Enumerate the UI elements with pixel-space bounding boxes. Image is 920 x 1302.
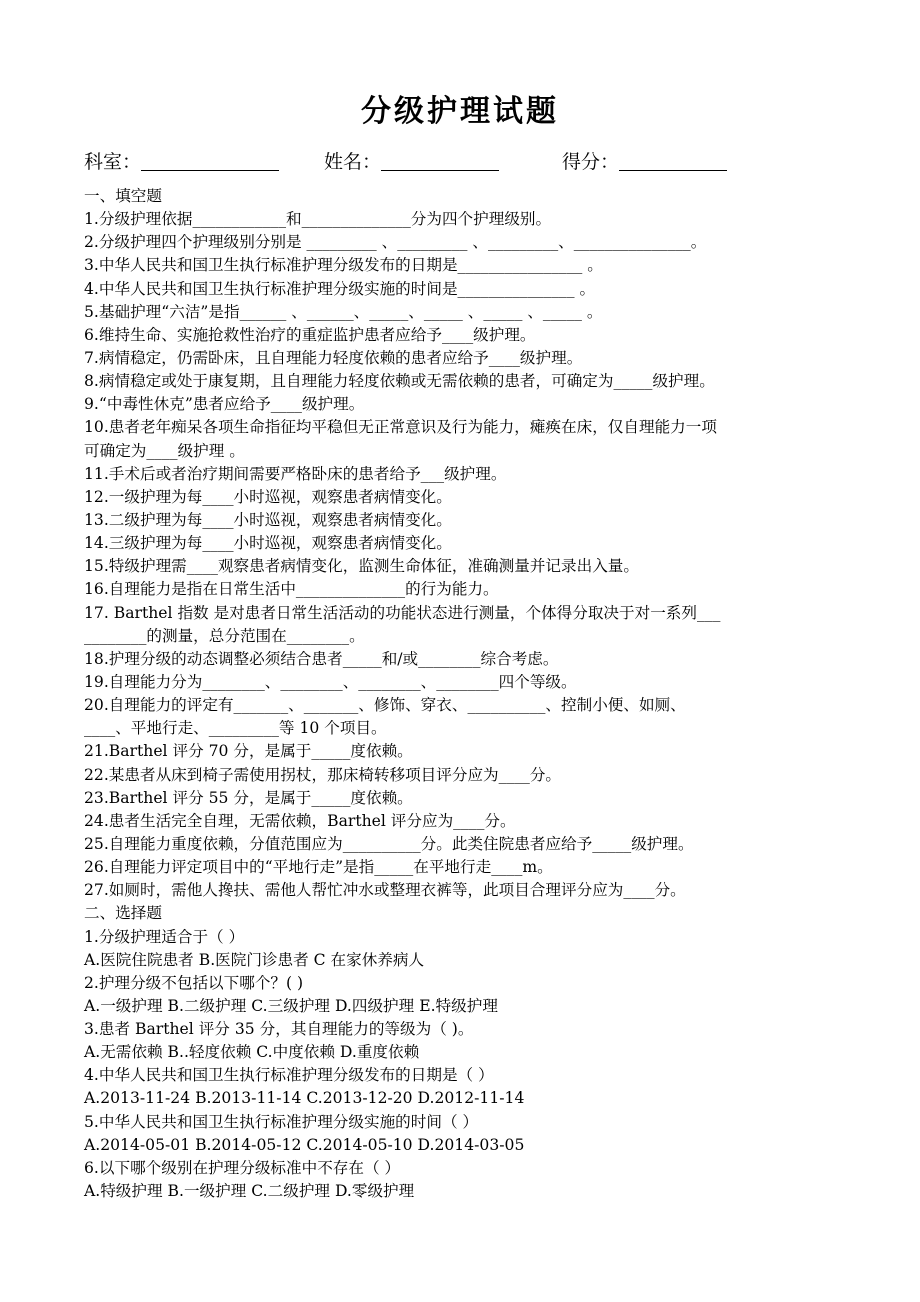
question-body [84,185,874,1203]
question-line: 17. Barthel 指数 是对患者日常生活活动的功能状态进行测量，个体得分取决于对一系列___ [84,603,721,622]
name-label: 姓名： [324,151,382,173]
choice-line: A.一级护理 B.二级护理 C.三级护理 D.四级护理 E.特级护理 [84,996,498,1015]
document-title: 分级护理试题 [361,94,559,129]
question-line: 8.病情稳定或处于康复期，且自理能力轻度依赖或无需依赖的患者，可确定为_____级护理。 [84,372,715,391]
department-field [84,148,279,176]
question-line: 22.某患者从床到椅子需使用拐杖，那床椅转移项目评分应为____分。 [84,765,562,784]
question-line: 4.中华人民共和国卫生执行标准护理分级实施的时间是_______________ 。 [84,279,596,298]
choice-line: A.无需依赖 B..轻度依赖 C.中度依赖 D.重度依赖 [84,1043,420,1062]
question-line: 14.三级护理为每____小时巡视，观察患者病情变化。 [84,534,452,553]
question-line: 23.Barthel 评分 55 分，是属于_____度依赖。 [84,788,413,807]
question-line: 3.中华人民共和国卫生执行标准护理分级发布的日期是________________ 。 [84,256,603,275]
question-line: 11.手术后或者治疗期间需要严格卧床的患者给予___级护理。 [84,464,507,483]
question-line: 9.“中毒性休克”患者应给予____级护理。 [84,395,365,414]
choice-line: A.2013-11-24 B.2013-11-14 C.2013-12-20 D.2012-11-14 [84,1089,525,1108]
department-label: 科室： [84,151,142,173]
choice-line: A.2014-05-01 B.2014-05-12 C.2014-05-10 D.2014-03-05 [84,1135,525,1154]
question-line: ____、平地行走、_________等 10 个项目。 [84,719,387,738]
name-field [324,148,499,176]
section-heading-multiple-choice: 二、选择题 [84,904,162,923]
department-input[interactable] [141,148,279,171]
question-line: 26.自理能力评定项目中的“平地行走”是指_____在平地行走____m。 [84,858,553,877]
question-line: 2.分级护理四个护理级别分别是 _________ 、_________ 、_________、_______________。 [84,233,707,252]
score-input[interactable] [619,148,727,171]
question-line: 13.二级护理为每____小时巡视，观察患者病情变化。 [84,510,452,529]
question-line: 15.特级护理需____观察患者病情变化，监测生命体征，准确测量并记录出入量。 [84,557,639,576]
question-line: 20.自理能力的评定有_______、_______、修饰、穿衣、__________、控制小便、如厕、 [84,696,686,715]
question-line: 25.自理能力重度依赖，分值范围应为__________分。此类住院患者应给予_____级护理。 [84,834,694,853]
question-line: ________的测量，总分范围在________。 [84,626,365,645]
question-line: 1.分级护理依据____________和______________分为四个护理级别。 [84,210,552,229]
score-label: 得分： [562,151,620,173]
question-line: 可确定为____级护理 。 [84,441,245,460]
section-heading-fill-in: 一、填空题 [84,187,162,205]
question-line: 10.患者老年痴呆各项生命指征均平稳但无正常意识及行为能力，瘫痪在床，仅自理能力一项 [84,418,717,437]
question-line: 6.维持生命、实施抢救性治疗的重症监护患者应给予____级护理。 [84,325,536,344]
choice-line: 1.分级护理适合于（ ） [84,927,245,946]
score-field [562,148,727,176]
choice-line: 3.患者 Barthel 评分 35 分，其自理能力的等级为（ )。 [84,1020,474,1039]
choice-line: A.医院住院患者 B.医院门诊患者 C 在家休养病人 [84,950,425,969]
question-line: 5.基础护理“六洁”是指______ 、______、_____、_____ 、_____ 、_____ 。 [84,302,603,321]
question-line: 16.自理能力是指在日常生活中______________的行为能力。 [84,580,499,599]
question-line: 19.自理能力分为________、________、________、________四个等级。 [84,672,577,691]
question-line: 18.护理分级的动态调整必须结合患者_____和/或________综合考虑。 [84,649,559,668]
question-line: 7.病情稳定，仍需卧床，且自理能力轻度依赖的患者应给予____级护理。 [84,348,583,367]
question-line: 21.Barthel 评分 70 分，是属于_____度依赖。 [84,742,413,761]
question-line: 24.患者生活完全自理，无需依赖，Barthel 评分应为____分。 [84,811,516,830]
question-line: 12.一级护理为每____小时巡视，观察患者病情变化。 [84,487,452,506]
choice-line: 5.中华人民共和国卫生执行标准护理分级实施的时间（ ） [84,1112,479,1131]
name-input[interactable] [381,148,499,171]
choice-line: 2.护理分级不包括以下哪个？( ) [84,973,304,992]
question-line: 27.如厕时，需他人搀扶、需他人帮忙冲水或整理衣裤等，此项目合理评分应为____分。 [84,881,686,900]
choice-line: A.特级护理 B.一级护理 C.二级护理 D.零级护理 [84,1182,415,1201]
header-fields [84,148,844,178]
choice-line: 6.以下哪个级别在护理分级标准中不存在（ ） [84,1158,401,1177]
choice-line: 4.中华人民共和国卫生执行标准护理分级发布的日期是（ ） [84,1066,494,1085]
